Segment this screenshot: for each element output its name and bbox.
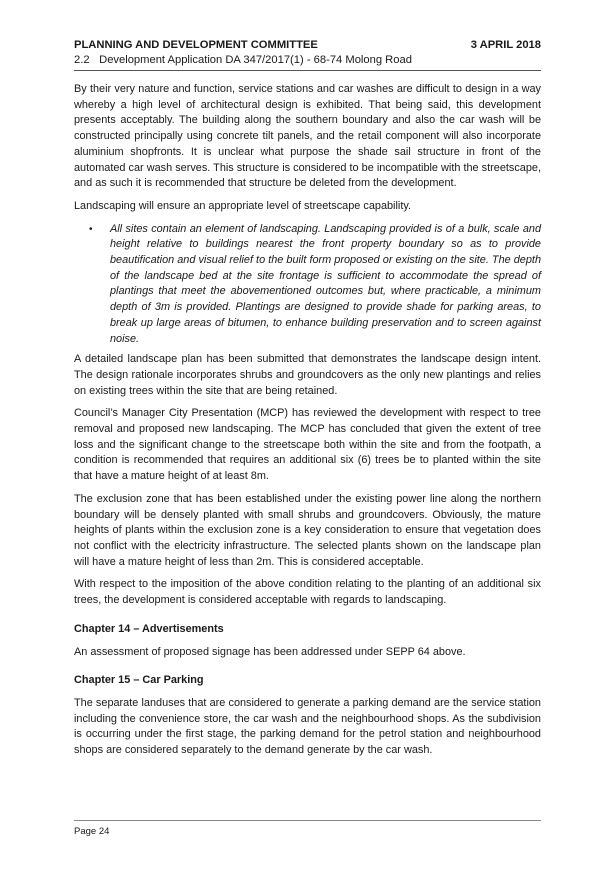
paragraph-conclusion: With respect to the imposition of the above condition relating to the planting of an additional six trees, the development is considered acceptable with regards to landscaping. <box>74 578 541 607</box>
landscaping-bullet <box>74 222 541 348</box>
paragraph-exclusion-zone: The exclusion zone that has been established under the existing power line along the northern boundary will be densely planted with small shrubs and groundcovers. Obviously, the mature heights of plants within the exclusion zone is a key consideration to ensure that vegetation does not conflict with the electricity infrastructure. The selected plants shown on the landscape plan will have a mature height of less than 2m. This is considered acceptable. <box>74 492 541 568</box>
bullet-text: All sites contain an element of landscaping. Landscaping provided is of a bulk, scale and height relative to buildings nearest the front property boundary so as to provide beautification and visual relief to the built form proposed or existing on the site. The depth of the landscape bed at the site frontage is sufficient to accommodate the spread of plantings that meet the abovementioned outcomes but, where practicable, a minimum depth of 3m is provided. Plantings are designed to provide shade for parking areas, to break up large areas of bitumen, to enhance building preservation and to screen against noise. <box>110 222 541 345</box>
paragraph-design: By their very nature and function, service stations and car washes are difficult to design in a way whereby a high level of architectural design is exhibited. That being said, this development presents acceptably. The building along the southern boundary and also the car wash will be constructed principally using concrete tilt panels, and the retail component will also incorporate aluminium shopfronts. It is unclear what purpose the shade sail structure in front of the automated car wash serves. This structure is considered to be incompatible with the streetscape, and as such it is recommended that structure be deleted from the development. <box>74 83 541 190</box>
paragraph-mcp-review: Council’s Manager City Presentation (MCP) has reviewed the development with respect to tree removal and proposed new landscaping. The MCP has concluded that given the extent of tree loss and the significant change to the streetscape both within the site and from the footpath, a condition is recommended that requires an additional six (6) trees be to planted within the site that have a mature height of at least 8m. <box>74 407 541 483</box>
body-content <box>74 82 541 766</box>
paragraph-parking: The separate landuses that are considered to generate a parking demand are the service station including the convenience store, the car wash and the neighbourhood shops. As the subdivision is occurring under the first stage, the parking demand for the petrol station and neighbourhood shops are considered separately to the demand generate by the car wash. <box>74 696 541 757</box>
footer-divider <box>74 820 541 821</box>
item-title: Development Application DA 347/2017(1) - 68-74 Molong Road <box>99 54 412 66</box>
heading-advertisements: Chapter 14 – Advertisements <box>74 622 224 635</box>
meeting-date: 3 APRIL 2018 <box>470 39 541 51</box>
header-top-line <box>74 38 541 52</box>
paragraph-landscaping-intro: Landscaping will ensure an appropriate level of streetscape capability. <box>74 199 412 212</box>
header-divider <box>74 70 541 71</box>
page-number: Page 24 <box>74 826 110 837</box>
item-line <box>74 53 541 67</box>
paragraph-landscape-plan: A detailed landscape plan has been submitted that demonstrates the landscape design intent. The design rationale incorporates shrubs and groundcovers as the only new plantings and relies on existing trees within the site that are being retained. <box>74 353 541 397</box>
paragraph-signage: An assessment of proposed signage has been addressed under SEPP 64 above. <box>74 645 466 658</box>
bullet-icon: • <box>89 223 93 235</box>
committee-title: PLANNING AND DEVELOPMENT COMMITTEE <box>74 39 318 51</box>
heading-car-parking: Chapter 15 – Car Parking <box>74 674 204 687</box>
page-header <box>74 38 541 67</box>
item-number: 2.2 <box>74 54 90 66</box>
